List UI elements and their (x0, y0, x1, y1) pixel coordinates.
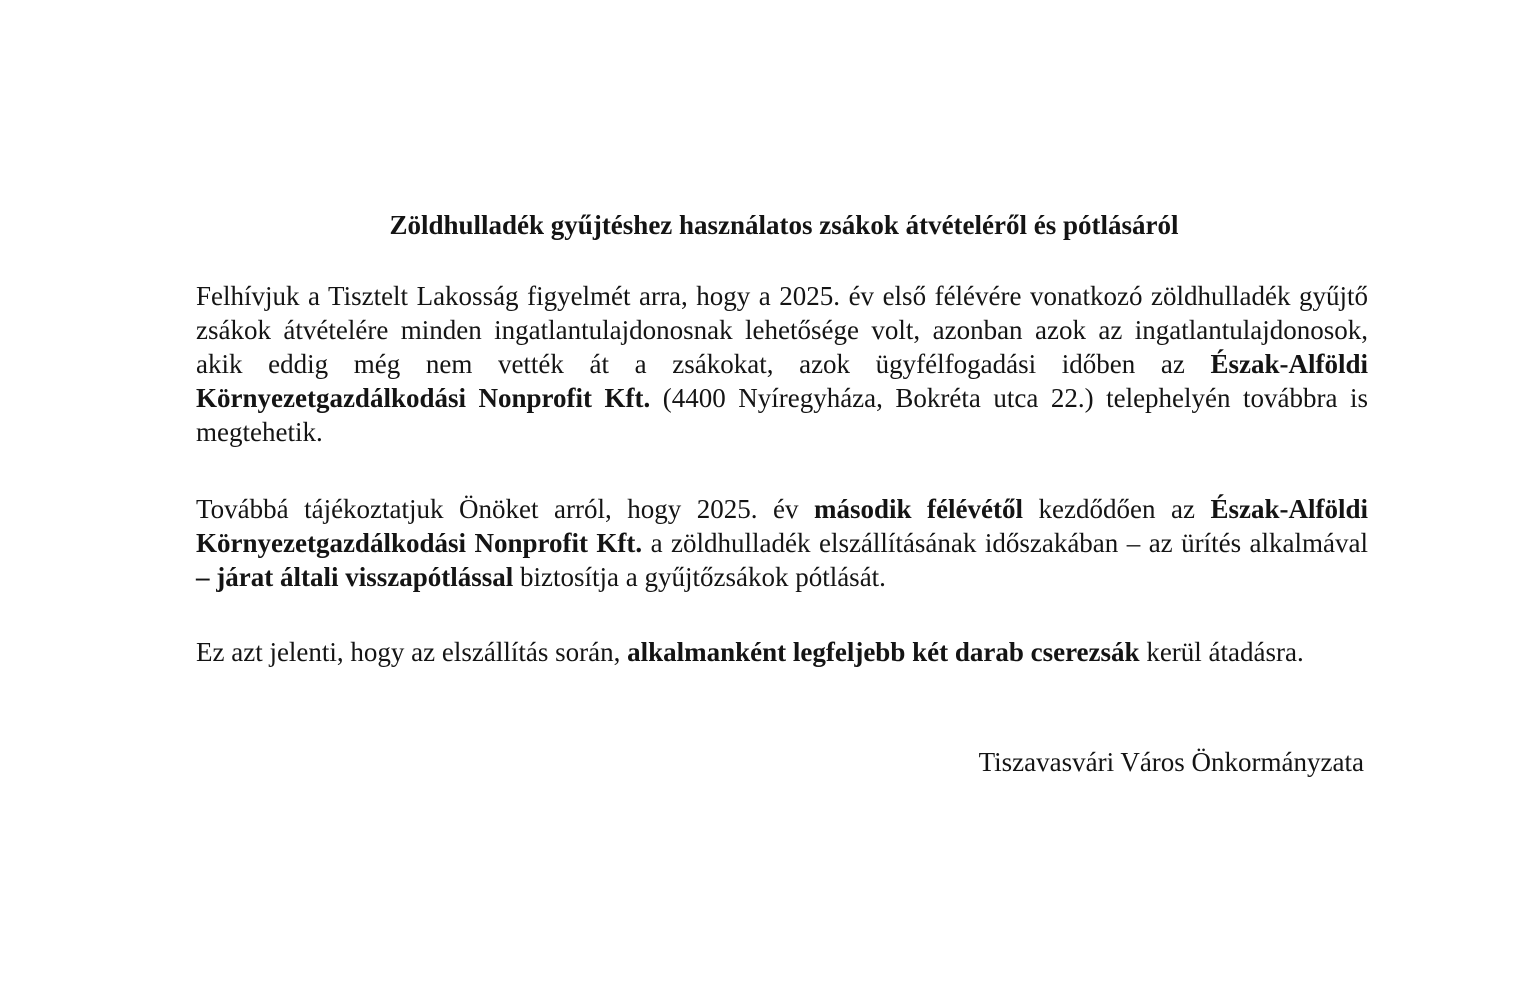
paragraph-meaning-text-1: Ez azt jelenti, hogy az elszállítás során, (196, 637, 628, 667)
second-half-bold: második félévétől (814, 494, 1023, 524)
paragraph-second-half (196, 492, 1368, 594)
paragraph-intro-text-2: (4400 Nyíregyháza, Bokréta utca 22.) telephelyén továbbra is megtehetik. (196, 383, 1368, 447)
paragraph-meaning (196, 635, 1368, 669)
paragraph-intro (196, 279, 1368, 449)
signature: Tiszavasvári Város Önkormányzata (978, 747, 1364, 777)
replacement-method-bold: – járat általi visszapótlással (196, 562, 514, 592)
paragraph-second-text-1: Továbbá tájékoztatjuk Önöket arról, hogy 2025. év (196, 494, 815, 524)
company-name-bold-2: Észak-Alföldi Környezetgazdálkodási Nonprofit Kft. (196, 494, 1368, 558)
paragraph-meaning-text-2: kerül átadásra. (1139, 637, 1304, 667)
paragraph-second-text-2: kezdődően az (1023, 494, 1211, 524)
document-title: Zöldhulladék gyűjtéshez használatos zsákok átvételéről és pótlásáról (389, 210, 1179, 240)
company-name-bold: Észak-Alföldi Környezetgazdálkodási Nonprofit Kft. (196, 349, 1368, 413)
paragraph-intro-text-1: Felhívjuk a Tisztelt Lakosság figyelmét arra, hogy a 2025. év első félévére vonatkozó zöldhulladék gyűjtő zsákok átvételére minden ingatlantulajdonosnak lehetősége volt, azonban azok az ingatlantulajdonosok, akik eddig még nem vették át a zsákokat, azok ügyfélfogadási időben az (196, 281, 1368, 379)
bag-limit-bold: alkalmanként legfeljebb két darab cserezsák (627, 637, 1140, 667)
paragraph-second-text-4: biztosítja a gyűjtőzsákok pótlását. (513, 562, 886, 592)
paragraph-second-text-3: a zöldhulladék elszállításának időszakában – az ürítés alkalmával (642, 528, 1368, 558)
